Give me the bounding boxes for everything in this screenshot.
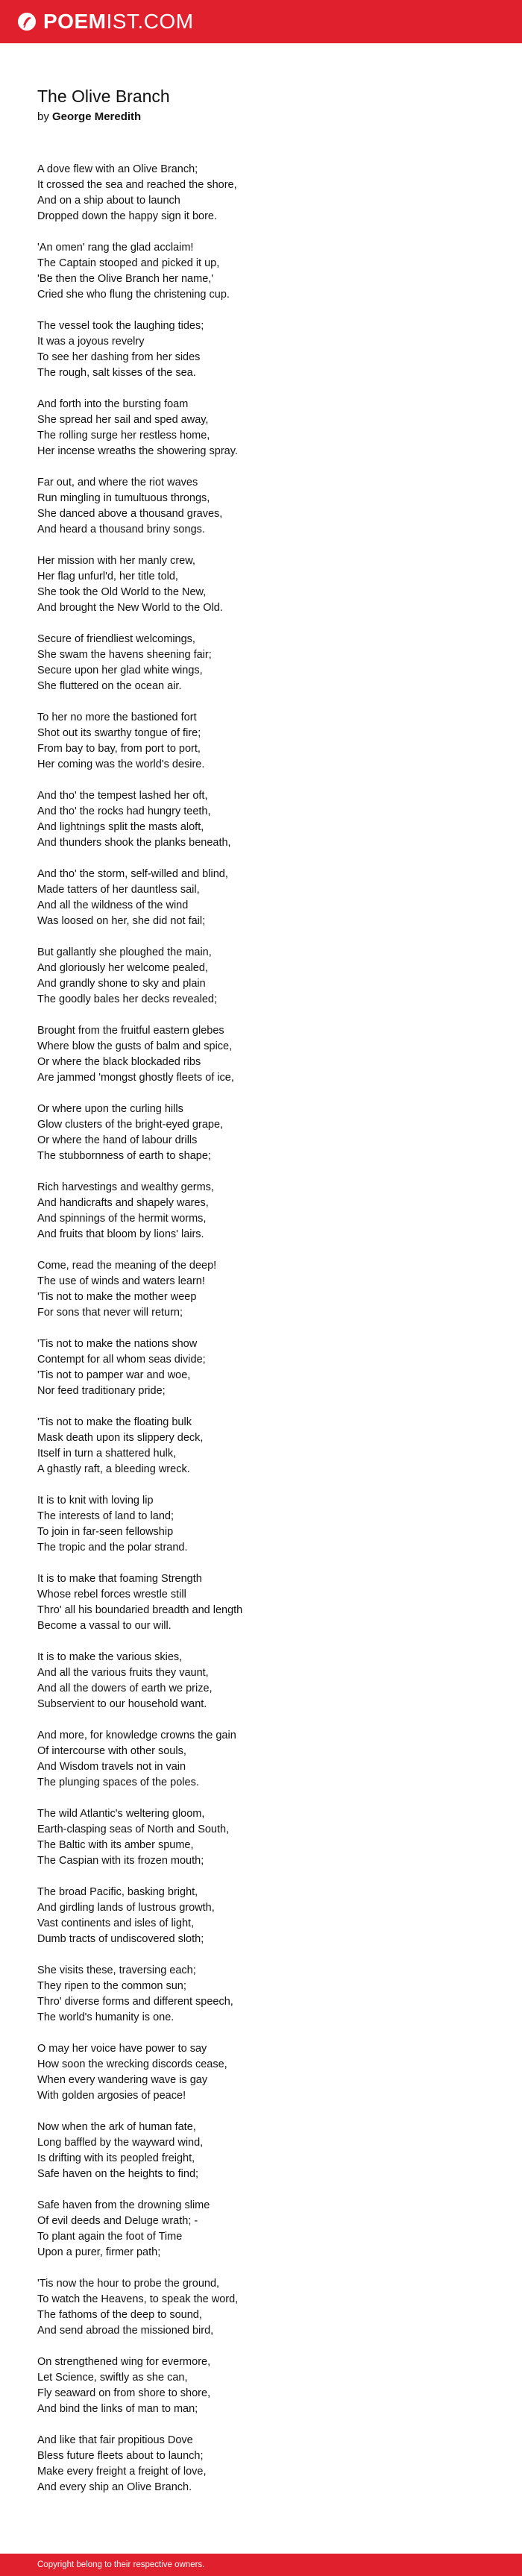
poem-line: Her coming was the world's desire. [37, 758, 205, 770]
poem-line: How soon the wrecking discords cease, [37, 2058, 227, 2070]
poem-line: When every wandering wave is gay [37, 2073, 208, 2086]
poem-stanza [37, 867, 485, 929]
poem-line: The broad Pacific, basking bright, [37, 1885, 198, 1898]
poem-line: Are jammed 'mongst ghostly fleets of ice, [37, 1071, 234, 1084]
poem-line: For sons that never will return; [37, 1306, 183, 1319]
poem-byline [37, 110, 485, 123]
poem-line: She took the Old World to the New, [37, 585, 207, 598]
poem-line: And spinnings of the hermit worms, [37, 1212, 207, 1225]
poem-line: And every ship an Olive Branch. [37, 2481, 192, 2493]
poem-line: To plant again the foot of Time [37, 2230, 183, 2243]
poem-stanza [37, 632, 485, 694]
poem-line: Where blow the gusts of balm and spice, [37, 1040, 233, 1052]
poem-line: From bay to bay, from port to port, [37, 742, 201, 755]
poem-line: And heard a thousand briny songs. [37, 523, 205, 535]
poem-stanza [37, 475, 485, 538]
poem-stanza [37, 1650, 485, 1712]
poem-line: Contempt for all whom seas divide; [37, 1353, 206, 1366]
poem-line: And fruits that bloom by lions' lairs. [37, 1228, 204, 1240]
poem-stanza [37, 1258, 485, 1321]
poem-line: 'Tis not to make the nations show [37, 1337, 198, 1350]
poem-line: The vessel took the laughing tides; [37, 319, 204, 332]
poem-line: The rough, salt kisses of the sea. [37, 366, 196, 379]
poem-line: A ghastly raft, a bleeding wreck. [37, 1463, 190, 1475]
poem-line: And brought the New World to the Old. [37, 601, 223, 614]
poem-line: On strengthened wing for evermore, [37, 2355, 211, 2368]
poem-line: Long baffled by the wayward wind, [37, 2136, 204, 2149]
poem-line: The fathoms of the deep to sound, [37, 2308, 202, 2321]
poem-line: Rich harvestings and wealthy germs, [37, 1181, 214, 1193]
poem-line: And forth into the bursting foam [37, 398, 189, 410]
poem-line: And on a ship about to launch [37, 194, 180, 207]
poem-line: Or where the hand of labour drills [37, 1134, 198, 1146]
poem-line: Is drifting with its peopled freight, [37, 2152, 195, 2164]
poem-stanza [37, 2198, 485, 2261]
poem-line: The tropic and the polar strand. [37, 1541, 188, 1554]
poem-line: Earth-clasping seas of North and South, [37, 1823, 230, 1835]
poem-line: To her no more the bastioned fort [37, 711, 197, 723]
poem-author[interactable]: George Meredith [52, 110, 142, 123]
poem-stanza [37, 788, 485, 851]
poem-line: The Baltic with its amber spume, [37, 1838, 194, 1851]
poem-line: The wild Atlantic's weltering gloom, [37, 1807, 205, 1820]
poem-line: A dove flew with an Olive Branch; [37, 163, 198, 175]
poem-line: It is to knit with loving lip [37, 1494, 154, 1507]
poem-line: Vast continents and isles of light, [37, 1917, 195, 1929]
poem-line: Or where the black blockaded ribs [37, 1055, 201, 1068]
poem-line: Of intercourse with other souls, [37, 1744, 186, 1757]
poem-line: Safe haven on the heights to find; [37, 2167, 199, 2180]
poem-line: Come, read the meaning of the deep! [37, 1259, 217, 1272]
poem-line: 'Tis now the hour to probe the ground, [37, 2277, 220, 2290]
poem-line: And thunders shook the planks beneath, [37, 836, 231, 849]
poem-line: 'Tis not to pamper war and woe, [37, 1369, 191, 1381]
poem-line: Was loosed on her, she did not fail; [37, 914, 206, 927]
poem-line: And all the wildness of the wind [37, 899, 189, 911]
poem-line: Itself in turn a shattered hulk, [37, 1447, 177, 1460]
poem-line: It is to make the various skies, [37, 1650, 183, 1663]
poem-line: Brought from the fruitful eastern glebes [37, 1024, 224, 1037]
poem-stanza [37, 1728, 485, 1791]
poem-body [37, 162, 485, 2495]
poem-line: Dropped down the happy sign it bore. [37, 210, 218, 222]
poem-line: 'Be then the Olive Branch her name,' [37, 272, 214, 285]
poem-title: The Olive Branch [37, 87, 170, 106]
poem-stanza [37, 2433, 485, 2495]
poem-line: And all the dowers of earth we prize, [37, 1682, 213, 1694]
poem-stanza [37, 1493, 485, 1556]
poem-line: The interests of land to land; [37, 1510, 174, 1522]
poem-line: Mask death upon its slippery deck, [37, 1431, 204, 1444]
poem-line: And Wisdom travels not in vain [37, 1760, 186, 1773]
poem-line: Her incense wreaths the showering spray. [37, 444, 238, 457]
site-logo[interactable] [16, 11, 194, 32]
poem-line: Of evil deeds and Deluge wrath; - [37, 2214, 198, 2227]
poem-line: And girdling lands of lustrous growth, [37, 1901, 215, 1914]
poem-line: Her flag unfurl'd, her title told, [37, 570, 178, 582]
poem-line: It crossed the sea and reached the shore, [37, 178, 237, 191]
poemist-logo-icon [16, 11, 37, 32]
poem-line: And more, for knowledge crowns the gain [37, 1729, 236, 1741]
poem-stanza [37, 1023, 485, 1086]
footer-copyright: Copyright belong to their respective owners. [37, 2560, 205, 2569]
poem-line: Upon a purer, firmer path; [37, 2246, 161, 2258]
poem-line: Subservient to our household want. [37, 1697, 207, 1710]
poem-line: It was a joyous revelry [37, 335, 145, 348]
poem-stanza [37, 2354, 485, 2417]
poem-line: To join in far-seen fellowship [37, 1525, 174, 1538]
poem-line: To watch the Heavens, to speak the word, [37, 2293, 239, 2305]
poem-line: Thro' all his boundaried breadth and length [37, 1603, 243, 1616]
poem-line: 'Tis not to make the floating bulk [37, 1416, 192, 1428]
poem-line: And handicrafts and shapely wares, [37, 1196, 209, 1209]
poem-line: O may her voice have power to say [37, 2042, 207, 2055]
poem-line: Secure upon her glad white wings, [37, 664, 203, 676]
poem-stanza [37, 2120, 485, 2182]
poem-line: And gloriously her welcome pealed, [37, 961, 208, 974]
poem-line: 'Tis not to make the mother weep [37, 1290, 197, 1303]
poem-line: But gallantly she ploughed the main, [37, 946, 212, 958]
poem-line: Far out, and where the riot waves [37, 476, 198, 489]
poem-stanza [37, 710, 485, 773]
poem-line: 'An omen' rang the glad acclaim! [37, 241, 194, 254]
poem-line: And like that fair propitious Dove [37, 2434, 193, 2446]
poem-line: And tho' the storm, self-willed and blind, [37, 867, 228, 880]
logo-light-text: IST.COM [106, 10, 194, 33]
poem-line: The world's humanity is one. [37, 2011, 174, 2023]
poem-line: And grandly shone to sky and plain [37, 977, 206, 990]
poem-line: She fluttered on the ocean air. [37, 679, 182, 692]
poem-line: Made tatters of her dauntless sail, [37, 883, 200, 896]
poem-line: Shot out its swarthy tongue of fire; [37, 726, 201, 739]
poem-line: She spread her sail and sped away, [37, 413, 209, 426]
poem-line: And tho' the rocks had hungry teeth, [37, 805, 211, 817]
poem-line: Thro' diverse forms and different speech, [37, 1995, 233, 2008]
poem-line: The use of winds and waters learn! [37, 1275, 205, 1287]
poem-stanza [37, 1885, 485, 1947]
poem-stanza [37, 2041, 485, 2104]
poem-line: Or where upon the curling hills [37, 1102, 183, 1115]
poem-line: Let Science, swiftly as she can, [37, 2371, 188, 2384]
poem-line: With golden argosies of peace! [37, 2089, 186, 2102]
poem-stanza [37, 1571, 485, 1634]
logo-wordmark [43, 11, 194, 32]
poem-line: The Captain stooped and picked it up, [37, 257, 220, 269]
poem-line: The stubbornness of earth to shape; [37, 1149, 211, 1162]
poem-line: Her mission with her manly crew, [37, 554, 195, 567]
poem-line: She visits these, traversing each; [37, 1964, 196, 1976]
poem-stanza [37, 1336, 485, 1399]
poem-line: And all the various fruits they vaunt, [37, 1666, 209, 1679]
poem-line: It is to make that foaming Strength [37, 1572, 202, 1585]
poem-line: And send abroad the missioned bird, [37, 2324, 214, 2337]
poem-stanza [37, 2276, 485, 2339]
poem-line: Fly seaward on from shore to shore, [37, 2387, 211, 2399]
poem-stanza [37, 1963, 485, 2026]
poem-stanza [37, 240, 485, 303]
poem-line: And bind the links of man to man; [37, 2402, 198, 2415]
poem-stanza [37, 1102, 485, 1164]
poem-line: The goodly bales her decks revealed; [37, 993, 218, 1005]
site-header [0, 0, 522, 43]
poem-line: To see her dashing from her sides [37, 351, 201, 363]
poem-line: Secure of friendliest welcomings, [37, 632, 195, 645]
poem-stanza [37, 318, 485, 381]
poem-line: They ripen to the common sun; [37, 1979, 186, 1992]
poem-line: And lightnings split the masts aloft, [37, 820, 204, 833]
poem-stanza [37, 553, 485, 616]
poem-stanza [37, 397, 485, 459]
poem-line: Safe haven from the drowning slime [37, 2199, 210, 2211]
poem-line: Now when the ark of human fate, [37, 2120, 196, 2133]
poem-line: Dumb tracts of undiscovered sloth; [37, 1932, 204, 1945]
poem-stanza [37, 945, 485, 1008]
poem-stanza [37, 1415, 485, 1477]
poem-line: Become a vassal to our will. [37, 1619, 172, 1632]
poem-container [37, 87, 485, 2511]
poem-line: She swam the havens sheening fair; [37, 648, 212, 661]
poem-line: And tho' the tempest lashed her oft, [37, 789, 208, 802]
poem-line: Bless future fleets about to launch; [37, 2449, 204, 2462]
poem-line: Make every freight a freight of love, [37, 2465, 207, 2478]
poem-line: The plunging spaces of the poles. [37, 1776, 199, 1788]
by-label: by [37, 110, 49, 123]
logo-bold-text: POEM [43, 10, 107, 33]
poem-line: Glow clusters of the bright-eyed grape, [37, 1118, 224, 1131]
poem-line: The Caspian with its frozen mouth; [37, 1854, 204, 1867]
poem-line: Whose rebel forces wrestle still [37, 1588, 186, 1600]
poem-line: The rolling surge her restless home, [37, 429, 210, 442]
poem-line: Cried she who flung the christening cup. [37, 288, 230, 301]
poem-line: Nor feed traditionary pride; [37, 1384, 166, 1397]
site-footer [0, 2554, 522, 2576]
poem-stanza [37, 162, 485, 224]
poem-line: She danced above a thousand graves, [37, 507, 223, 520]
poem-line: Run mingling in tumultuous throngs, [37, 491, 210, 504]
poem-stanza [37, 1180, 485, 1243]
poem-stanza [37, 1806, 485, 1869]
